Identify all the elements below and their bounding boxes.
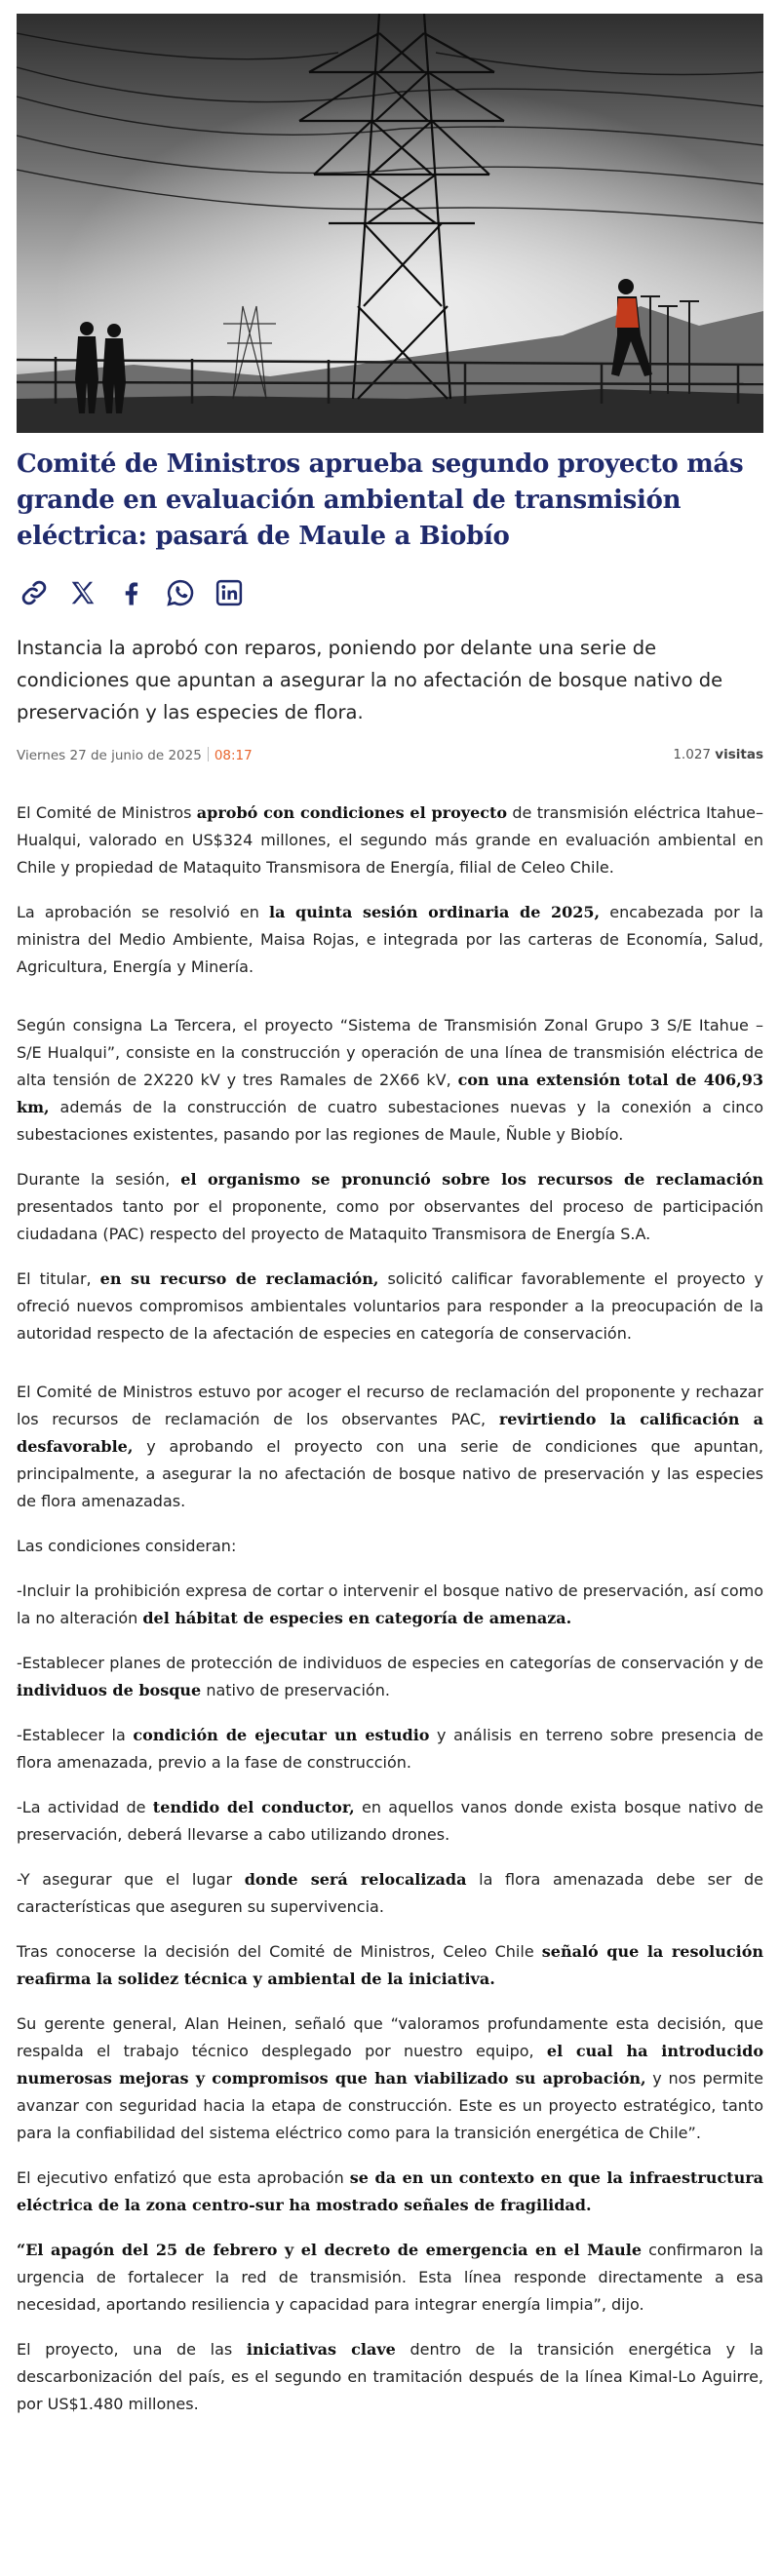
text-run: dentro de la transición energética y la descarbonización del país, es el segundo en tramitación después de la línea Kimal-Lo Aguirre, por US$1.480 millones. (17, 2340, 763, 2413)
bold-text: en su recurso de reclamación, (99, 1269, 379, 1288)
bold-text: con una extensión total de 406,93 km, (17, 1071, 763, 1116)
body-paragraph (17, 1578, 763, 1632)
text-run: de transmisión eléctrica Itahue–Hualqui, valorado en US$324 millones, el segundo más grande en evaluación ambiental en Chile y propiedad de Mataquito Transmisora de Energía, filial de Celeo Chile. (17, 803, 764, 877)
text-run: encabezada por la ministra del Medio Ambiente, Maisa Rojas, e integrada por las carteras de Economía, Salud, Agricultura, Energía y Minería. (17, 903, 764, 976)
body-paragraph (17, 2165, 763, 2219)
body-paragraph (17, 1938, 763, 1993)
visit-count: 1.027 (673, 747, 711, 762)
text-run: y aprobando el proyecto con una serie de condiciones que apuntan, principalmente, a asegurar la no afectación de bosque nativo de preservación y las especies de flora amenazadas. (17, 1437, 763, 1510)
text-run: -Establecer la (17, 1726, 134, 1744)
share-x-button[interactable] (65, 575, 100, 610)
share-whatsapp-button[interactable] (163, 575, 198, 610)
text-run: -Incluir la prohibición expresa de cortar o intervenir el bosque nativo de preservación, así como la no alteración (17, 1581, 763, 1627)
body-paragraph (17, 2237, 763, 2319)
text-run: El titular, (17, 1269, 100, 1288)
body-paragraph (17, 1012, 763, 1149)
body-paragraph (17, 1866, 763, 1921)
article-meta (17, 747, 763, 766)
bold-text: aprobó con condiciones el proyecto (196, 803, 508, 822)
text-run: y nos permite avanzar con seguridad hacia la etapa de construcción. Este es un proyecto estratégico, tanto para la confiabilidad del sistema eléctrico como para la transición energética de Chile”. (17, 2069, 764, 2142)
bold-text: individuos de bosque (17, 1681, 202, 1699)
body-paragraph (17, 1266, 763, 1347)
whatsapp-icon (166, 578, 195, 607)
article-body (17, 800, 763, 2436)
text-run: y análisis en terreno sobre presencia de flora amenazada, previo a la fase de construcción. (17, 1726, 763, 1772)
bold-text: se da en un contexto en que la infraestructura eléctrica de la zona centro-sur ha mostrado señales de fragilidad. (17, 2168, 764, 2214)
body-paragraph (17, 1379, 763, 1515)
text-run: confirmaron la urgencia de fortalecer la red de transmisión. Esta línea responde directamente a esa necesidad, aportando resiliencia y capacidad para integrar energía limpia”, dijo. (17, 2241, 763, 2314)
bold-text: “El apagón del 25 de febrero y el decreto de emergencia en el Maule (17, 2241, 643, 2259)
article-lead: Instancia la aprobó con reparos, poniendo por delante una serie de condiciones que apuntan a asegurar la no afectación de bosque nativo de preservación y las especies de flora. (17, 637, 723, 723)
text-run: la flora amenazada debe ser de características que aseguren su supervivencia. (17, 1870, 764, 1916)
text-run: El Comité de Ministros (17, 803, 197, 822)
text-run: Tras conocerse la decisión del Comité de Ministros, Celeo Chile (17, 1942, 542, 1961)
bold-text: la quinta sesión ordinaria de 2025, (269, 903, 601, 921)
text-run: La aprobación se resolvió en (17, 903, 269, 921)
text-run: Según consigna La Tercera, el proyecto “Sistema de Transmisión Zonal Grupo 3 S/E Itahue – S/E Hualqui”, consiste en la construcción y operación de una línea de transmisión eléctrica de alta tensión de 2X220 kV y tres Ramales de 2X66 kV, (17, 1016, 763, 1089)
text-run: presentados tanto por el proponente, como por observantes del proceso de participación ciudadana (PAC) respecto del proyecto de Mataquito Transmisora de Energía S.A. (17, 1197, 763, 1243)
text-run: en aquellos vanos donde exista bosque nativo de preservación, deberá llevarse a cabo utilizando drones. (17, 1798, 764, 1844)
x-icon (68, 578, 98, 607)
text-run: además de la construcción de cuatro subestaciones nuevas y la conexión a cinco subestaciones existentes, pasando por las regiones de Maule, Ñuble y Biobío. (17, 1098, 763, 1144)
bold-text: señaló que la resolución reafirma la solidez técnica y ambiental de la iniciativa. (17, 1942, 764, 1988)
bold-text: revirtiendo la calificación a desfavorable, (17, 1410, 763, 1456)
hero-photo (17, 14, 763, 433)
text-run: El Comité de Ministros estuvo por acoger el recurso de reclamación del proponente y rechazar los recursos de reclamación de los observantes PAC, (17, 1383, 763, 1428)
bold-text: del hábitat de especies en categoría de amenaza. (142, 1609, 572, 1627)
body-paragraph (17, 1794, 763, 1849)
text-run: Las condiciones consideran: (17, 1537, 237, 1555)
text-run: El proyecto, una de las (17, 2340, 247, 2359)
share-bar (17, 575, 247, 610)
visit-counter (673, 747, 763, 762)
bold-text: donde será relocalizada (244, 1870, 467, 1889)
body-paragraph (17, 899, 763, 981)
text-run: -La actividad de (17, 1798, 153, 1816)
publish-date: Viernes 27 de junio de 2025 (17, 748, 202, 763)
bold-text: el cual ha introducido numerosas mejoras y compromisos que han viabilizado su aprobación, (17, 2042, 763, 2088)
text-run: solicitó calificar favorablemente el proyecto y ofreció nuevos compromisos ambientales voluntarios para responder a la preocupación de la autoridad respecto de la afectación de especies en categoría de conservación. (17, 1269, 764, 1343)
visit-label: visitas (715, 747, 763, 762)
linkedin-icon (214, 578, 244, 607)
body-paragraph (17, 1166, 763, 1248)
body-paragraph (17, 800, 763, 881)
hero-image (17, 14, 763, 433)
text-run: Durante la sesión, (17, 1170, 181, 1189)
text-run: Su gerente general, Alan Heinen, señaló que “valoramos profundamente esta decisión, que respalda el trabajo técnico desplegado por nuestro equipo, (17, 2014, 763, 2060)
share-facebook-button[interactable] (114, 575, 149, 610)
text-run: -Y asegurar que el lugar (17, 1870, 245, 1889)
meta-divider (208, 747, 209, 761)
text-run: El ejecutivo enfatizó que esta aprobación (17, 2168, 350, 2187)
bold-text: condición de ejecutar un estudio (133, 1726, 430, 1744)
bold-text: iniciativas clave (246, 2340, 396, 2359)
facebook-icon (117, 578, 146, 607)
link-icon (20, 578, 49, 607)
bold-text: tendido del conductor, (152, 1798, 355, 1816)
text-run: -Establecer planes de protección de individuos de especies en categorías de conservación y de (17, 1654, 763, 1672)
body-paragraph (17, 1722, 763, 1776)
publish-time: 08:17 (214, 748, 253, 763)
text-run: nativo de preservación. (201, 1681, 390, 1699)
body-paragraph (17, 2336, 763, 2418)
share-linkedin-button[interactable] (212, 575, 247, 610)
body-paragraph (17, 1650, 763, 1704)
body-paragraph (17, 1533, 763, 1560)
publish-date-wrap (17, 747, 253, 763)
share-link-button[interactable] (17, 575, 52, 610)
bold-text: el organismo se pronunció sobre los recursos de reclamación (180, 1170, 763, 1189)
article-headline: Comité de Ministros aprueba segundo proyecto más grande en evaluación ambiental de transmisión eléctrica: pasará de Maule a Biobío (17, 449, 744, 551)
body-paragraph (17, 2010, 763, 2147)
